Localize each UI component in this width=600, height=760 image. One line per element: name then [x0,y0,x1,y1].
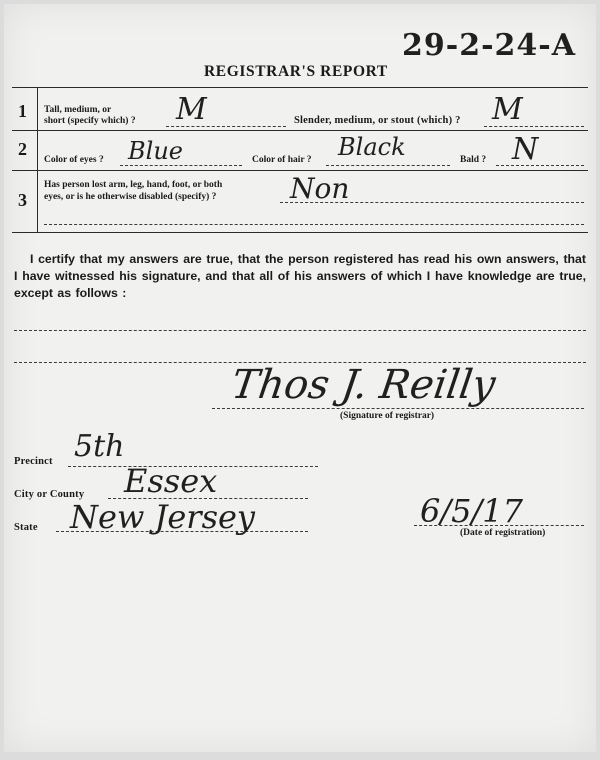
row-divider-2 [12,170,588,171]
form-number: 29-2-24-A [402,28,576,63]
bald-answer-line [496,165,584,166]
registrar-signature: Thos J. Reilly [228,362,499,408]
registrar-report-card [4,4,596,752]
eyes-value: Blue [128,137,183,165]
hair-value: Black [338,133,406,161]
city-label: City or County [14,489,85,500]
bald-label: Bald ? [460,155,487,165]
height-value: M [176,92,207,127]
hair-answer-line [326,165,450,166]
row-number-2: 2 [18,139,27,159]
precinct-label: Precinct [14,456,53,467]
row-number-1: 1 [18,101,27,121]
state-label: State [14,522,38,533]
eyes-answer-line [120,165,242,166]
registration-date: 6/5/17 [420,492,523,530]
row-divider-bottom [12,232,588,233]
disabled-answer-line-2 [44,224,584,225]
date-answer-line [414,525,584,526]
state-value: New Jersey [70,498,255,536]
signature-label: (Signature of registrar) [340,411,435,421]
hair-label: Color of hair ? [252,155,312,165]
precinct-value: 5th [74,429,125,464]
page-title: REGISTRAR'S REPORT [204,63,388,80]
bald-value: N [512,132,539,167]
eyes-label: Color of eyes ? [44,155,104,165]
height-label-line1: Tall, medium, or [44,105,112,115]
number-column-rule [37,88,38,232]
exception-line-1 [14,330,586,331]
build-value: M [492,92,523,127]
height-label-line2: short (specify which) ? [44,116,136,126]
row-divider-1 [12,130,588,131]
date-label: (Date of registration) [460,528,546,538]
certification-text: I certify that my answers are true, that the person registered has read his own answers, that I have witnessed his signature, and that all of his answers of which I have knowledge are true, except as follows : [14,252,586,300]
disabled-label-line1: Has person lost arm, leg, hand, foot, or both [44,180,223,190]
build-label: Slender, medium, or stout (which) ? [294,115,461,126]
signature-line [212,408,584,409]
disabled-value: Non [290,172,350,205]
disabled-label-line2: eyes, or is he otherwise disabled (specify) ? [44,192,217,202]
row-number-3: 3 [18,190,27,210]
city-value: Essex [124,462,218,500]
row-divider-top [12,87,588,88]
